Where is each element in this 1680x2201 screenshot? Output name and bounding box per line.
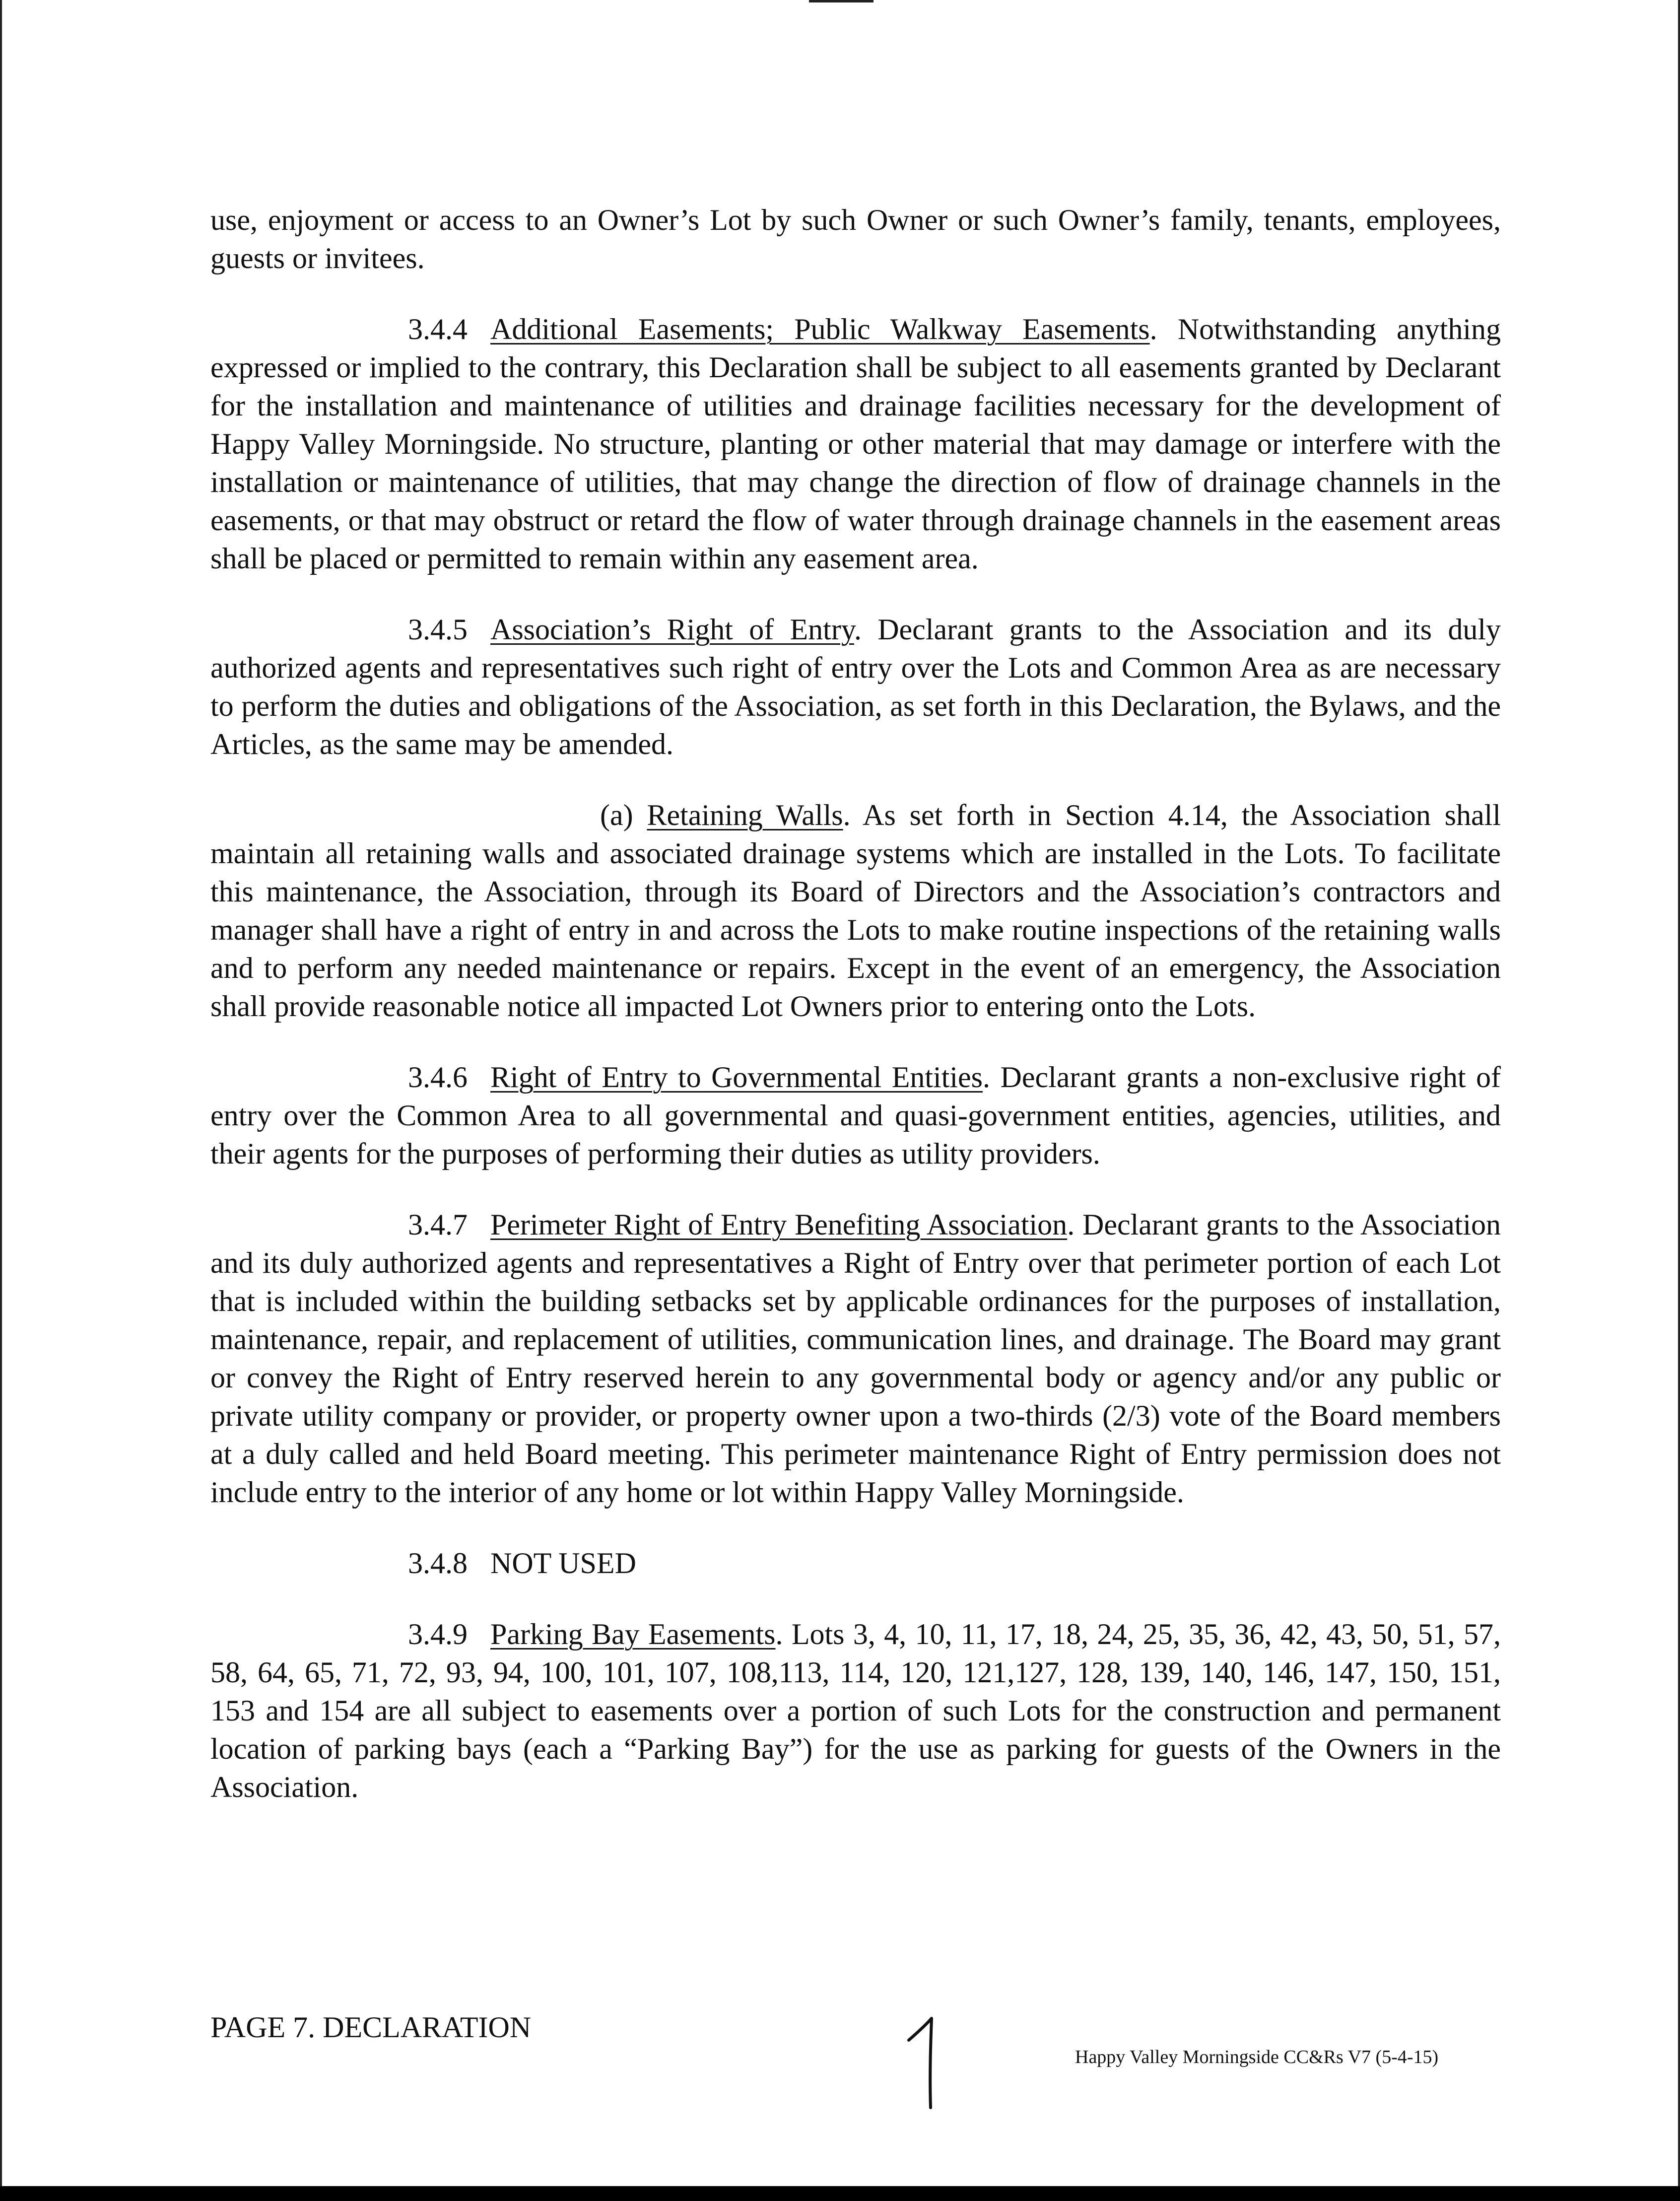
scan-border-bottom xyxy=(0,2186,1680,2201)
section-number: 3.4.8 xyxy=(408,1547,468,1580)
handwritten-page-mark xyxy=(906,2015,945,2110)
section-heading: Association’s Right of Entry xyxy=(490,613,854,646)
section-heading: Additional Easements; Public Walkway Easements xyxy=(490,313,1150,345)
scan-top-mark xyxy=(809,0,874,2)
section-3-4-8 xyxy=(210,1544,1501,1582)
section-3-4-4 xyxy=(210,310,1501,578)
section-number: 3.4.5 xyxy=(408,613,468,646)
section-body: NOT USED xyxy=(490,1547,636,1580)
section-body: . Notwithstanding anything expressed or implied to the contrary, this Declaration shall be subject to all easements granted by Declarant for the installation and maintenance of utilities and drainage facilities necessary for the development of Happy Valley Morningside. No structure, planting or other material that may damage or interfere with the installation or maintenance of utilities, that may change the direction of flow of drainage channels in the easements, or that may obstruct or retard the flow of water through drainage channels in the easement areas shall be placed or permitted to remain within any easement area. xyxy=(210,313,1501,575)
page-label: PAGE 7. DECLARATION xyxy=(210,2011,532,2044)
section-heading: Retaining Walls xyxy=(647,799,843,831)
continuation-paragraph: use, enjoyment or access to an Owner’s Lot by such Owner or such Owner’s family, tenants, employees, guests or invitees. xyxy=(210,204,1501,275)
section-body: . Declarant grants a non-exclusive right of entry over the Common Area to all governmental and quasi-government entities, agencies, utilities, and their agents for the purposes of performing their duties as utility providers. xyxy=(210,1061,1501,1170)
section-body: . As set forth in Section 4.14, the Association shall maintain all retaining walls and associated drainage systems which are installed in the Lots. To facilitate this maintenance, the Association, through its Board of Directors and the Association’s contractors and manager shall have a right of entry in and across the Lots to make routine inspections of the retaining walls and to perform any needed maintenance or repairs. Except in the event of an emergency, the Association shall provide reasonable notice all impacted Lot Owners prior to entering onto the Lots. xyxy=(210,799,1501,1023)
section-number: 3.4.6 xyxy=(408,1061,468,1094)
section-body: . Declarant grants to the Association and its duly authorized agents and representatives such right of entry over the Lots and Common Area as are necessary to perform the duties and obligations of the Association, as set forth in this Declaration, the Bylaws, and the Articles, as the same may be amended. xyxy=(210,613,1501,760)
section-body: . Lots 3, 4, 10, 11, 17, 18, 24, 25, 35, 36, 42, 43, 50, 51, 57, 58, 64, 65, 71, 72, 93, 94, 100, 101, 107, 108,113, 114, 120, 121,127, 128, 139, 140, 146, 147, 150, 151, 153 and 154 are all subject to easements over a portion of such Lots for the construction and permanent location of parking bays (each a “Parking Bay”) for the use as parking for guests of the Owners in the Association. xyxy=(210,1618,1501,1803)
section-body: . Declarant grants to the Association and its duly authorized agents and representatives a Right of Entry over that perimeter portion of each Lot that is included within the building setbacks set by applicable ordinances for the purposes of installation, maintenance, repair, and replacement of utilities, communication lines, and drainage. The Board may grant or convey the Right of Entry reserved herein to any governmental body or agency and/or any public or private utility company or provider, or property owner upon a two-thirds (2/3) vote of the Board members at a duly called and held Board meeting. This perimeter maintenance Right of Entry permission does not include entry to the interior of any home or lot within Happy Valley Morningside. xyxy=(210,1208,1501,1509)
document-body xyxy=(210,201,1501,1839)
section-heading: Perimeter Right of Entry Benefiting Association xyxy=(490,1208,1068,1241)
document-reference: Happy Valley Morningside CC&Rs V7 (5-4-15) xyxy=(1075,2047,1439,2067)
section-number: (a) xyxy=(600,799,633,831)
section-3-4-6 xyxy=(210,1058,1501,1173)
section-heading: Parking Bay Easements xyxy=(490,1618,776,1651)
section-3-4-7 xyxy=(210,1206,1501,1512)
subsection-a-retaining-walls xyxy=(210,796,1501,1026)
section-3-4-5 xyxy=(210,611,1501,763)
section-number: 3.4.7 xyxy=(408,1208,468,1241)
scan-border-right xyxy=(1678,0,1680,2201)
section-3-4-9 xyxy=(210,1615,1501,1806)
scan-border-left xyxy=(0,0,2,2201)
section-heading: Right of Entry to Governmental Entities xyxy=(490,1061,983,1094)
section-number: 3.4.9 xyxy=(408,1618,468,1651)
section-number: 3.4.4 xyxy=(408,313,468,345)
